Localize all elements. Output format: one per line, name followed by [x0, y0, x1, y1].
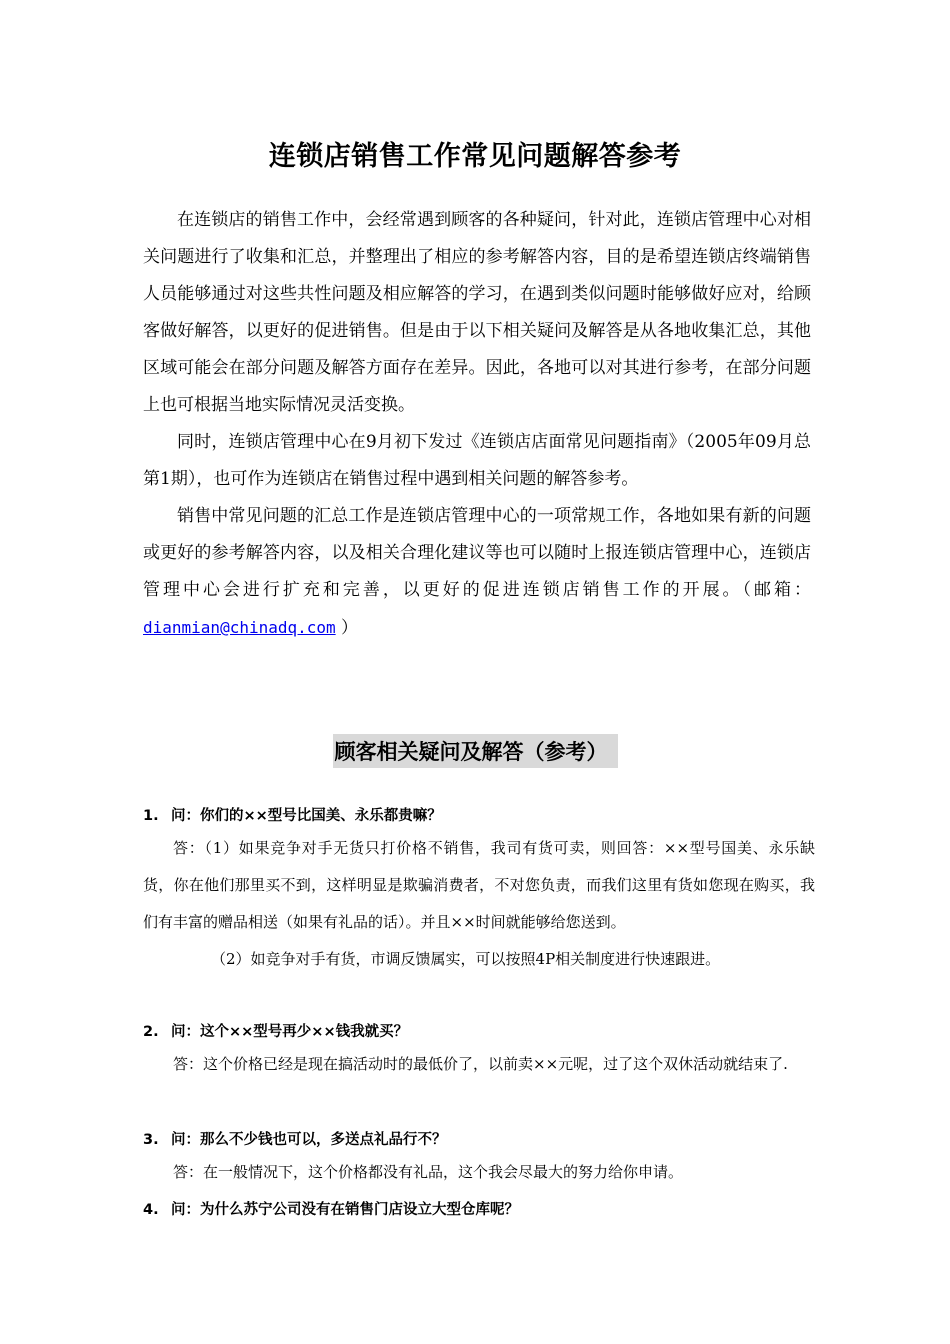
question-1 [143, 804, 815, 825]
section-header [0, 734, 950, 768]
intro-paragraph-3-end: ） [335, 618, 359, 638]
qa-item-3 [143, 1128, 815, 1149]
intro-paragraph-2: 同时，连锁店管理中心在9月初下发过《连锁店店面常见问题指南》（2005年09月总第1期），也可作为连锁店在销售过程中遇到相关问题的解答参考。 [143, 432, 811, 489]
question-text: 问：你们的××型号比国美、永乐都贵嘛？ [171, 808, 442, 824]
intro-paragraph-1: 在连锁店的销售工作中，会经常遇到顾客的各种疑问，针对此，连锁店管理中心对相关问题进行了收集和汇总，并整理出了相应的参考解答内容，目的是希望连锁店终端销售人员能够通过对这些共性问题及相应解答的学习，在遇到类似问题时能够做好应对，给顾客做好解答，以更好的促进销售。但是由于以下相关疑问及解答是从各地收集汇总，其他区域可能会在部分问题及解答方面存在差异。因此，各地可以对其进行参考，在部分问题上也可根据当地实际情况灵活变换。 [143, 210, 811, 415]
intro-paragraph-3 [143, 498, 811, 647]
intro-section [143, 202, 811, 647]
qa-answer-2 [143, 1046, 815, 1083]
question-text: 问：那么不少钱也可以，多送点礼品行不？ [171, 1132, 447, 1148]
question-number: 3. [143, 1132, 159, 1148]
answer-3: 答：在一般情况下，这个价格都没有礼品，这个我会尽最大的努力给你申请。 [173, 1163, 684, 1181]
document-title: 连锁店销售工作常见问题解答参考 [268, 141, 682, 172]
email-link[interactable]: dianmian@chinadq.com [143, 618, 336, 637]
answer-2: 答：这个价格已经是现在搞活动时的最低价了，以前卖××元呢，过了这个双休活动就结束了. [173, 1055, 788, 1073]
question-number: 2. [143, 1024, 159, 1040]
answer-1-part-2: （2）如竞争对手有货，市调反馈属实，可以按照4P相关制度进行快速跟进。 [211, 950, 721, 968]
question-text: 问：这个××型号再少××钱我就买？ [171, 1024, 409, 1040]
section-title: 顾客相关疑问及解答（参考） [333, 734, 618, 768]
qa-item-1 [143, 804, 815, 825]
question-2 [143, 1020, 815, 1041]
question-3 [143, 1128, 815, 1149]
question-4 [143, 1198, 815, 1219]
qa-item-2 [143, 1020, 815, 1041]
qa-answer-1 [143, 830, 815, 978]
question-number: 4. [143, 1202, 159, 1218]
question-text: 问：为什么苏宁公司没有在销售门店设立大型仓库呢？ [171, 1202, 519, 1218]
qa-answer-3 [143, 1154, 815, 1191]
intro-paragraph-3-text: 销售中常见问题的汇总工作是连锁店管理中心的一项常规工作，各地如果有新的问题或更好的参考解答内容，以及相关合理化建议等也可以随时上报连锁店管理中心，连锁店管理中心会进行扩充和完善，以更好的促进连锁店销售工作的开展。（邮箱： [143, 506, 811, 600]
qa-item-4 [143, 1198, 815, 1219]
answer-1: 答：（1）如果竞争对手无货只打价格不销售，我司有货可卖，则回答：××型号国美、永乐缺货，你在他们那里买不到，这样明显是欺骗消费者，不对您负责，而我们这里有货如您现在购买，我们有丰富的赠品相送（如果有礼品的话）。并且××时间就能够给您送到。 [143, 839, 815, 931]
question-number: 1. [143, 808, 159, 824]
